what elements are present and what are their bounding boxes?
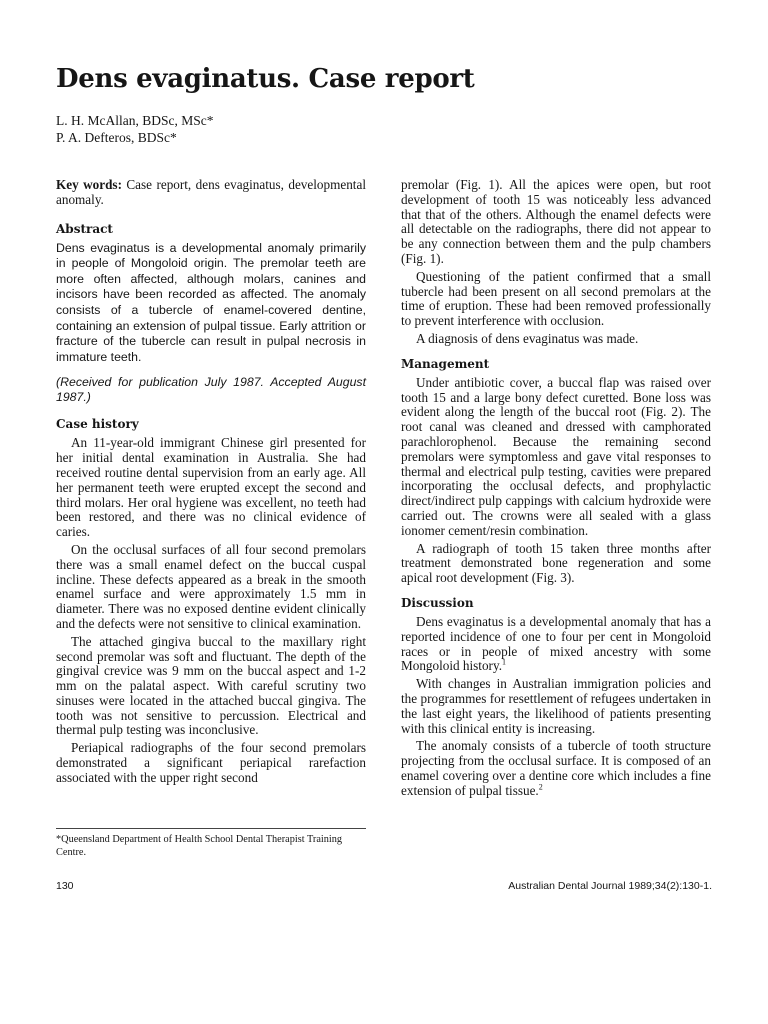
discussion-paragraph	[401, 615, 711, 674]
keywords-text: Case report, dens evaginatus, developmental anomaly.	[56, 177, 366, 207]
management-paragraph: Under antibiotic cover, a buccal flap was raised over tooth 15 and a large bony defect curetted. Bone loss was evident along the length of the buccal root (Fig. 2). The root canal was cleaned and dressed with camphorated parachlorophenol. Because the remaining second premolars were symptomless and gave vital responses to thermal and electrical pulp testing, cavities were prepared incorporating the occlusal defects, and prophylactic direct/indirect pulp cappings with calcium hydroxide were carried out. The crowns were all sealed with a glass ionomer cement/resin combination.	[401, 374, 711, 538]
case-history-paragraph: On the occlusal surfaces of all four second premolars there was a small enamel defect on the buccal cuspal incline. These defects appeared as a break in the smooth enamel surface and were approximately 1.5 mm in diameter. There was no exposed dentine evident clinically and the defects were not sensitive to clinical examination.	[56, 541, 366, 631]
case-history-continued-paragraph: Questioning of the patient confirmed that a small tubercle had been present on all second premolars at the time of eruption. These had been removed professionally to prevent interference with occlusion.	[401, 268, 711, 329]
affiliation-footnote: *Queensland Department of Health School Dental Therapist Training Centre.	[56, 834, 343, 858]
page-number: 130	[56, 880, 74, 892]
author-1: L. H. McAllan, BDSc, MSc*	[56, 113, 214, 128]
management-heading: Management	[401, 356, 490, 371]
article-title: Dens evaginatus. Case report	[56, 64, 475, 94]
keywords-label: Key words:	[56, 177, 122, 192]
journal-citation: Australian Dental Journal 1989;34(2):130-1.	[508, 880, 712, 892]
discussion-paragraph-text: The anomaly consists of a tubercle of tooth structure projecting from the occlusal surface. It is composed of an enamel covering over a dentine core which includes a fine extension of pulpal tissue.	[401, 738, 711, 798]
left-column	[56, 178, 366, 789]
diagnosis-paragraph: A diagnosis of dens evaginatus was made.	[416, 330, 639, 346]
discussion-paragraph-text: Dens evaginatus is a developmental anomaly that has a reported incidence of one to four per cent in Mongoloid races or in people of mixed ancestry with some Mongoloid history.	[401, 613, 711, 674]
case-history-heading: Case history	[56, 417, 139, 432]
abstract-text: Dens evaginatus is a developmental anomaly primarily in people of Mongoloid origin. The premolar teeth are more often affected, although molars, canines and incisors have been recorded as affected. The anomaly consists of a tubercle of enamel-covered dentine, containing an extension of pulpal tissue. Early attrition or fracture of the tubercle can result in pulpal necrosis in immature teeth.	[56, 240, 366, 364]
discussion-heading: Discussion	[401, 595, 474, 610]
management-paragraph: A radiograph of tooth 15 taken three months after treatment demonstrated bone regeneration and some apical root development (Fig. 3).	[401, 540, 711, 586]
keywords	[56, 178, 366, 208]
case-history-paragraph: The attached gingiva buccal to the maxillary right second premolar was soft and fluctuant. The depth of the gingival crevice was 9 mm on the buccal aspect and 1-2 mm on the palatal aspect. With careful scrutiny two sinuses were located in the attached buccal gingiva. The tooth was not sensitive to percussion. Electrical and thermal pulp testing was inconclusive.	[56, 633, 366, 738]
received-note: (Received for publication July 1987. Accepted August 1987.)	[56, 375, 366, 405]
case-history-paragraph: Periapical radiographs of the four second premolars demonstrated a significant periapical rarefaction associated with the upper right second	[56, 740, 366, 785]
case-history-paragraph: An 11-year-old immigrant Chinese girl presented for her initial dental examination in Australia. She had received routine dental supervision from an early age. All her permanent teeth were erupted except the second and third molars. Her oral hygiene was excellent, no teeth had been restored, and there was no clinical evidence of caries.	[56, 435, 366, 540]
case-history-continued-paragraph: premolar (Fig. 1). All the apices were open, but root development of tooth 15 was noticeably less advanced that that of the others. Although the enamel defects were all detectable on the radiographs, there did not appear to be any connection between them and the pulp chambers (Fig. 1).	[401, 177, 711, 266]
abstract-heading: Abstract	[56, 221, 113, 236]
author-2: P. A. Defteros, BDSc*	[56, 130, 177, 145]
reference-marker: 1	[502, 657, 506, 667]
discussion-paragraph: With changes in Australian immigration policies and the programmes for resettlement of refugees undertaken in the last eight years, the likelihood of patients presenting with this clinical entity is increasing.	[401, 676, 711, 736]
reference-marker: 2	[538, 782, 543, 792]
right-column	[401, 178, 711, 801]
author-list	[56, 112, 214, 146]
footnote-divider	[56, 828, 366, 829]
discussion-paragraph	[401, 739, 711, 798]
